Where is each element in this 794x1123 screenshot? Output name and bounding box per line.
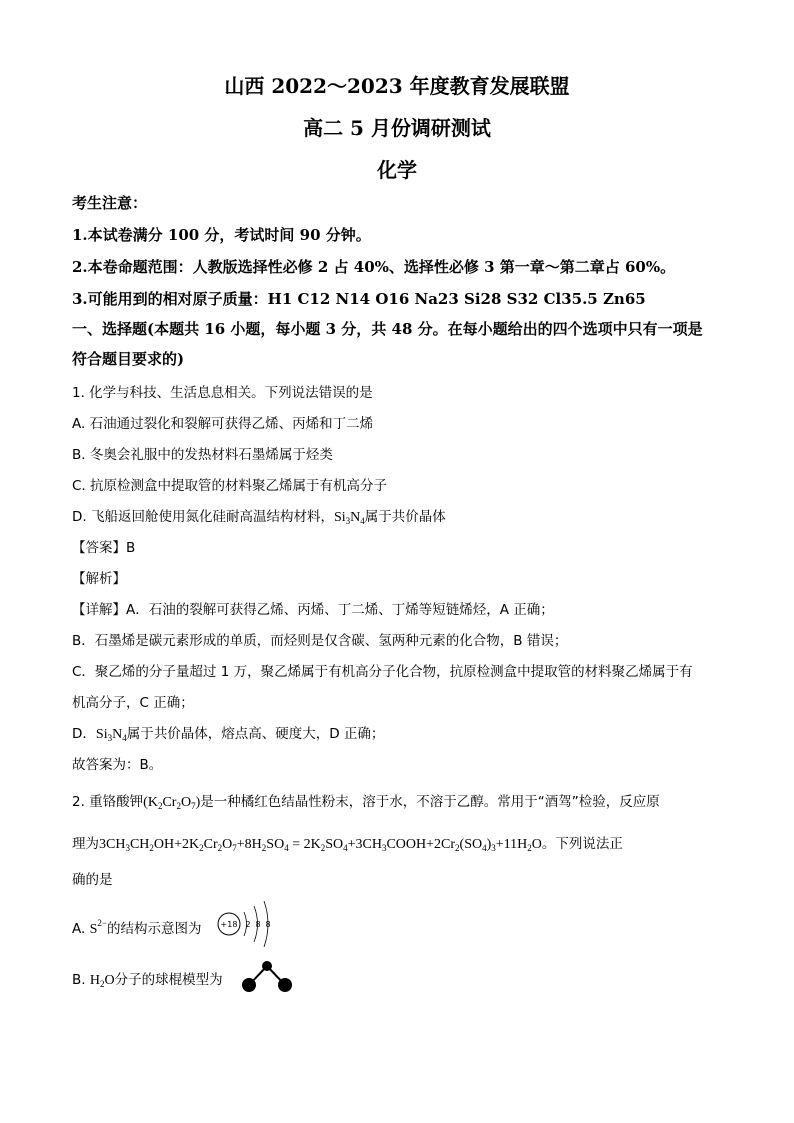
hydrogen-atom — [278, 978, 292, 992]
si3n4-formula: $Si_3N_4$ — [333, 510, 365, 526]
section-heading-cont: 符合题目要求的) — [72, 350, 185, 368]
oxygen-atom — [262, 961, 272, 971]
nucleus-charge: +18 — [220, 920, 238, 929]
q1-stem: 1. 化学与科技、生活息息相关。下列说法错误的是 — [72, 385, 373, 401]
section-heading: 一、选择题(本题共 16 小题，每小题 3 分，共 48 分。在每小题给出的四个选项中只有一项是 — [72, 320, 703, 338]
q2-stem-line-2: 理为$3CH_3CH_2OH+2K_2Cr_2O_7+8H_2SO_4$ = $2K_2SO_4+3CH_3COOH+2Cr_2(SO_4)_3+11H_2O$。下列说法正 — [72, 836, 623, 853]
shell-count-3: 8 — [265, 920, 271, 929]
q1-option-a: A. 石油通过裂化和裂解可获得乙烯、丙烯和丁二烯 — [72, 416, 374, 432]
q1-detail-3b: 机高分子，C 正确； — [72, 695, 194, 711]
q1-detail-4: D．$Si_3N_4$属于共价晶体，熔点高、硬度大，D 正确； — [72, 726, 385, 743]
q1-conclusion: 故答案为：B。 — [72, 757, 163, 773]
q1-analysis-label: 【解析】 — [72, 571, 126, 587]
k2cr2o7-formula: $(K_2Cr_2O_7)$ — [143, 795, 201, 811]
q2-stem-line-3: 确的是 — [72, 872, 113, 888]
q1-answer: 【答案】B — [72, 540, 136, 556]
q1-option-b: B. 冬奥会礼服中的发热材料石墨烯属于烃类 — [72, 447, 333, 463]
q1-detail-2: B．石墨烯是碳元素形成的单质，而烃则是仅含碳、氢两种元素的化合物，B 错误； — [72, 633, 568, 649]
water-ball-stick-model — [238, 957, 298, 999]
notice-item-2: 2.本卷命题范围：人教版选择性必修 2 占 40%、选择性必修 3 第一章～第二章占 60%。 — [72, 258, 676, 276]
q2-stem-line-1: 2. 重铬酸钾$(K_2Cr_2O_7)$是一种橘红色结晶性粉末，溶于水，不溶于乙醇。常用于“酒驾”检验，反应原 — [72, 794, 660, 811]
hydrogen-atom — [242, 978, 256, 992]
sulfide-ion-structure-diagram — [216, 898, 276, 948]
q2-option-a: A. $S^{2-}$的结构示意图为 — [72, 918, 202, 937]
notice-title: 考生注意： — [72, 194, 148, 212]
notice-item-1: 1.本试卷满分 100 分，考试时间 90 分钟。 — [72, 226, 371, 244]
q1-option-d: D. 飞船返回舱使用氮化硅耐高温结构材料，$Si_3N_4$属于共价晶体 — [72, 509, 446, 526]
exam-subject: 化学 — [377, 158, 417, 182]
shell-count-2: 8 — [255, 920, 261, 929]
q1-detail-1: 【详解】A．石油的裂解可获得乙烯、丙烯、丁二烯、丁烯等短链烯烃，A 正确； — [72, 602, 554, 618]
shell-count-1: 2 — [245, 920, 251, 929]
q2-option-b: B. $H_2O$分子的球棍模型为 — [72, 972, 223, 989]
exam-title: 山西 2022～2023 年度教育发展联盟 — [224, 74, 570, 98]
notice-item-3: 3.可能用到的相对原子质量：H1 C12 N14 O16 Na23 Si28 S32 Cl35.5 Zn65 — [72, 290, 646, 308]
reaction-equation: $3CH_3CH_2OH+2K_2Cr_2O_7+8H_2SO_4$ = $2K_2SO_4+3CH_3COOH+2Cr_2(SO_4)_3+11H_2O$ — [99, 837, 542, 853]
q1-detail-3a: C．聚乙烯的分子量超过 1 万，聚乙烯属于有机高分子化合物，抗原检测盒中提取管的材料聚乙烯属于有 — [72, 664, 693, 680]
exam-subtitle: 高二 5 月份调研测试 — [303, 116, 491, 140]
q1-option-c: C. 抗原检测盒中提取管的材料聚乙烯属于有机高分子 — [72, 478, 388, 494]
